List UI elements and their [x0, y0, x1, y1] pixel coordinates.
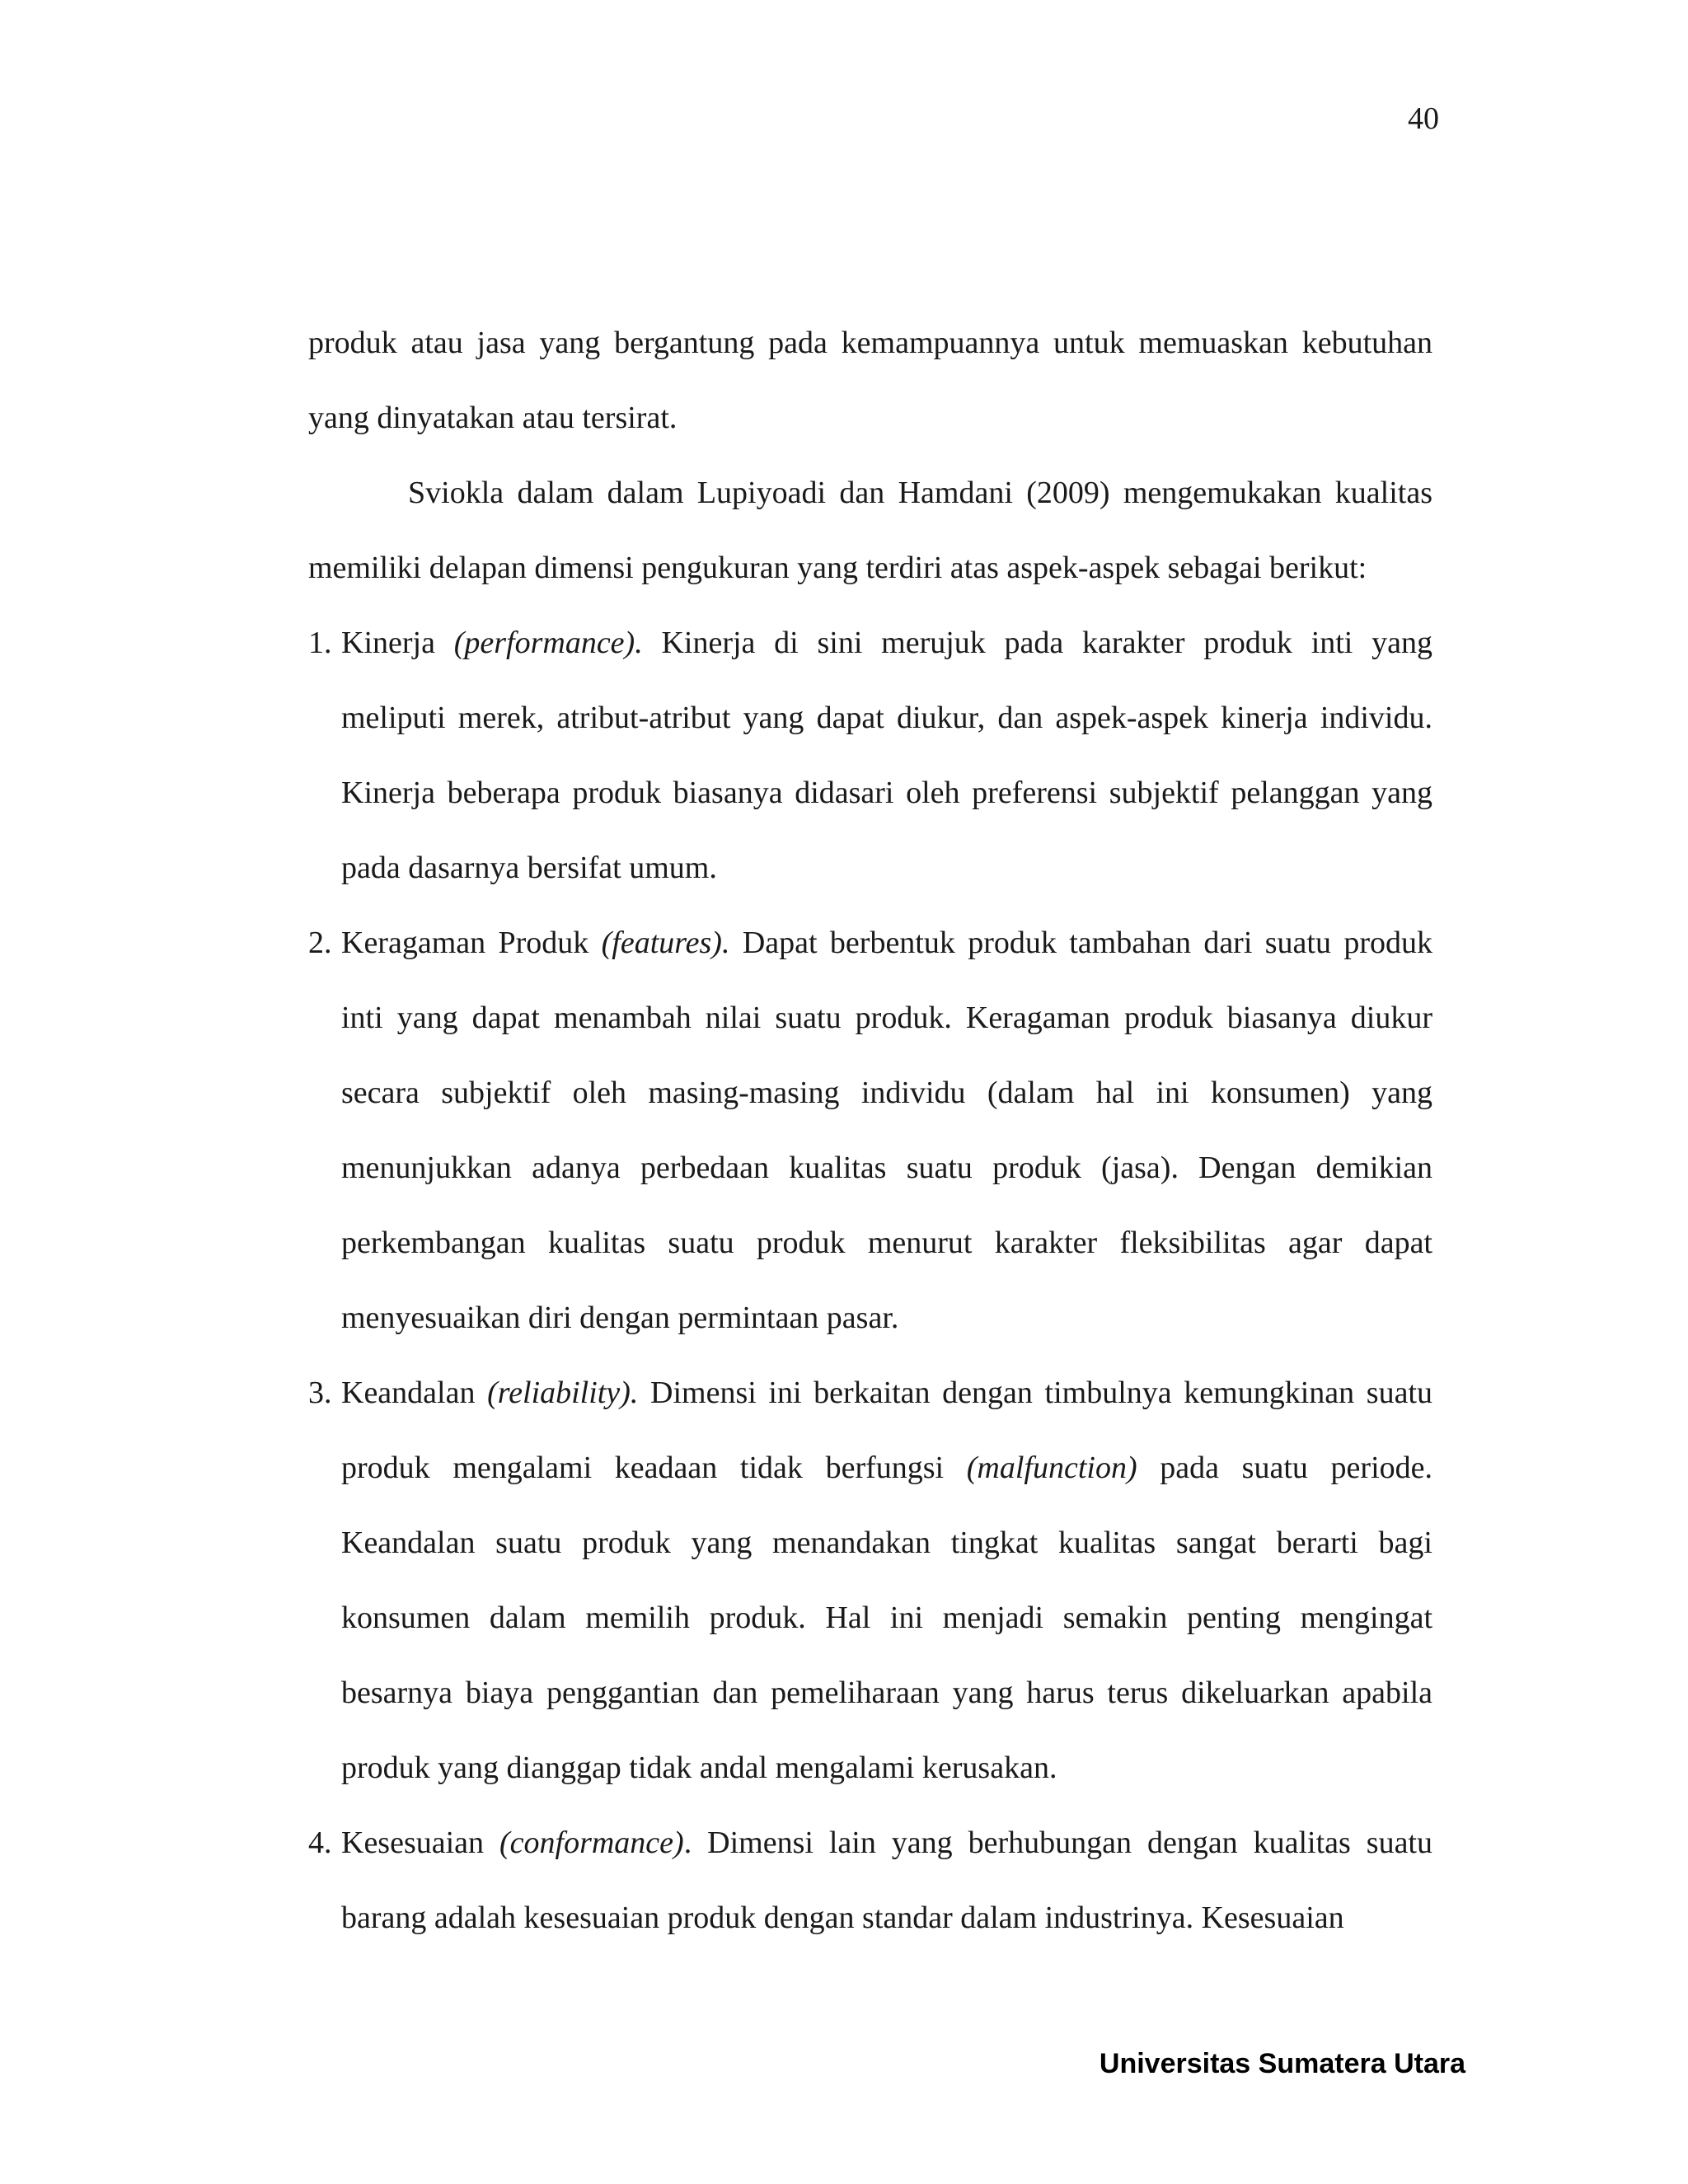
list-item-term: Keandalan [341, 1376, 488, 1410]
paragraph-continuation: produk atau jasa yang bergantung pada kemampuannya untuk memuaskan kebutuhan yang dinyatakan atau tersirat. [308, 326, 1432, 435]
list-item-term: Kesesuaian [341, 1825, 499, 1860]
list-item [308, 1356, 1432, 1806]
list-item-text: . Dimensi lain yang berhubungan dengan kualitas suatu barang adalah kesesuaian produk dengan standar dalam industrinya. Kesesuaian [341, 1825, 1432, 1935]
list-item-number: 4. [308, 1825, 332, 1860]
list-item-term-en: (features). [601, 926, 730, 960]
list-item-term-en: (reliability). [487, 1376, 639, 1410]
dimension-list [308, 606, 1432, 1956]
list-item [308, 1806, 1432, 1956]
list-item-text: Dapat berbentuk produk tambahan dari suatu produk inti yang dapat menambah nilai suatu produk. Keragaman produk biasanya diukur secara subjektif oleh masing-masing individu (dalam hal ini konsumen) yang menunjukkan adanya perbedaan kualitas suatu produk (jasa). Dengan demikian perkembangan kualitas suatu produk menurut karakter fleksibilitas agar dapat menyesuaikan diri dengan permintaan pasar. [341, 926, 1432, 1335]
page-number: 40 [1408, 101, 1439, 136]
paragraph-intro: Sviokla dalam dalam Lupiyoadi dan Hamdani (2009) mengemukakan kualitas memiliki delapan dimensi pengukuran yang terdiri atas aspek-aspek sebagai berikut: [308, 476, 1432, 585]
list-item-number: 3. [308, 1376, 332, 1410]
list-item-italic-term: (malfunction) [966, 1451, 1137, 1485]
list-item-term: Keragaman Produk [341, 926, 602, 960]
list-item-text: pada suatu periode. Keandalan suatu produk yang menandakan tingkat kualitas sangat berarti bagi konsumen dalam memilih produk. Hal ini menjadi semakin penting mengingat besarnya biaya penggantian dan pemeliharaan yang harus terus dikeluarkan apabila produk yang dianggap tidak andal mengalami kerusakan. [341, 1451, 1432, 1785]
list-item-number: 1. [308, 626, 332, 660]
list-item [308, 906, 1432, 1356]
list-item-text: Kinerja di sini merujuk pada karakter produk inti yang meliputi merek, atribut-atribut yang dapat diukur, dan aspek-aspek kinerja individu. Kinerja beberapa produk biasanya didasari oleh preferensi subjektif pelanggan yang pada dasarnya bersifat umum. [341, 626, 1432, 885]
list-item-number: 2. [308, 926, 332, 960]
body-text [308, 306, 1432, 1956]
list-item-term: Kinerja [341, 626, 454, 660]
list-item-term-en: (conformance) [499, 1825, 684, 1860]
footer-university: Universitas Sumatera Utara [1099, 2048, 1465, 2079]
list-item-term-en: (performance). [453, 626, 643, 660]
list-item [308, 606, 1432, 906]
list-item-text: Dimensi ini berkaitan dengan timbulnya kemungkinan suatu produk mengalami keadaan tidak berfungsi [341, 1376, 1432, 1485]
